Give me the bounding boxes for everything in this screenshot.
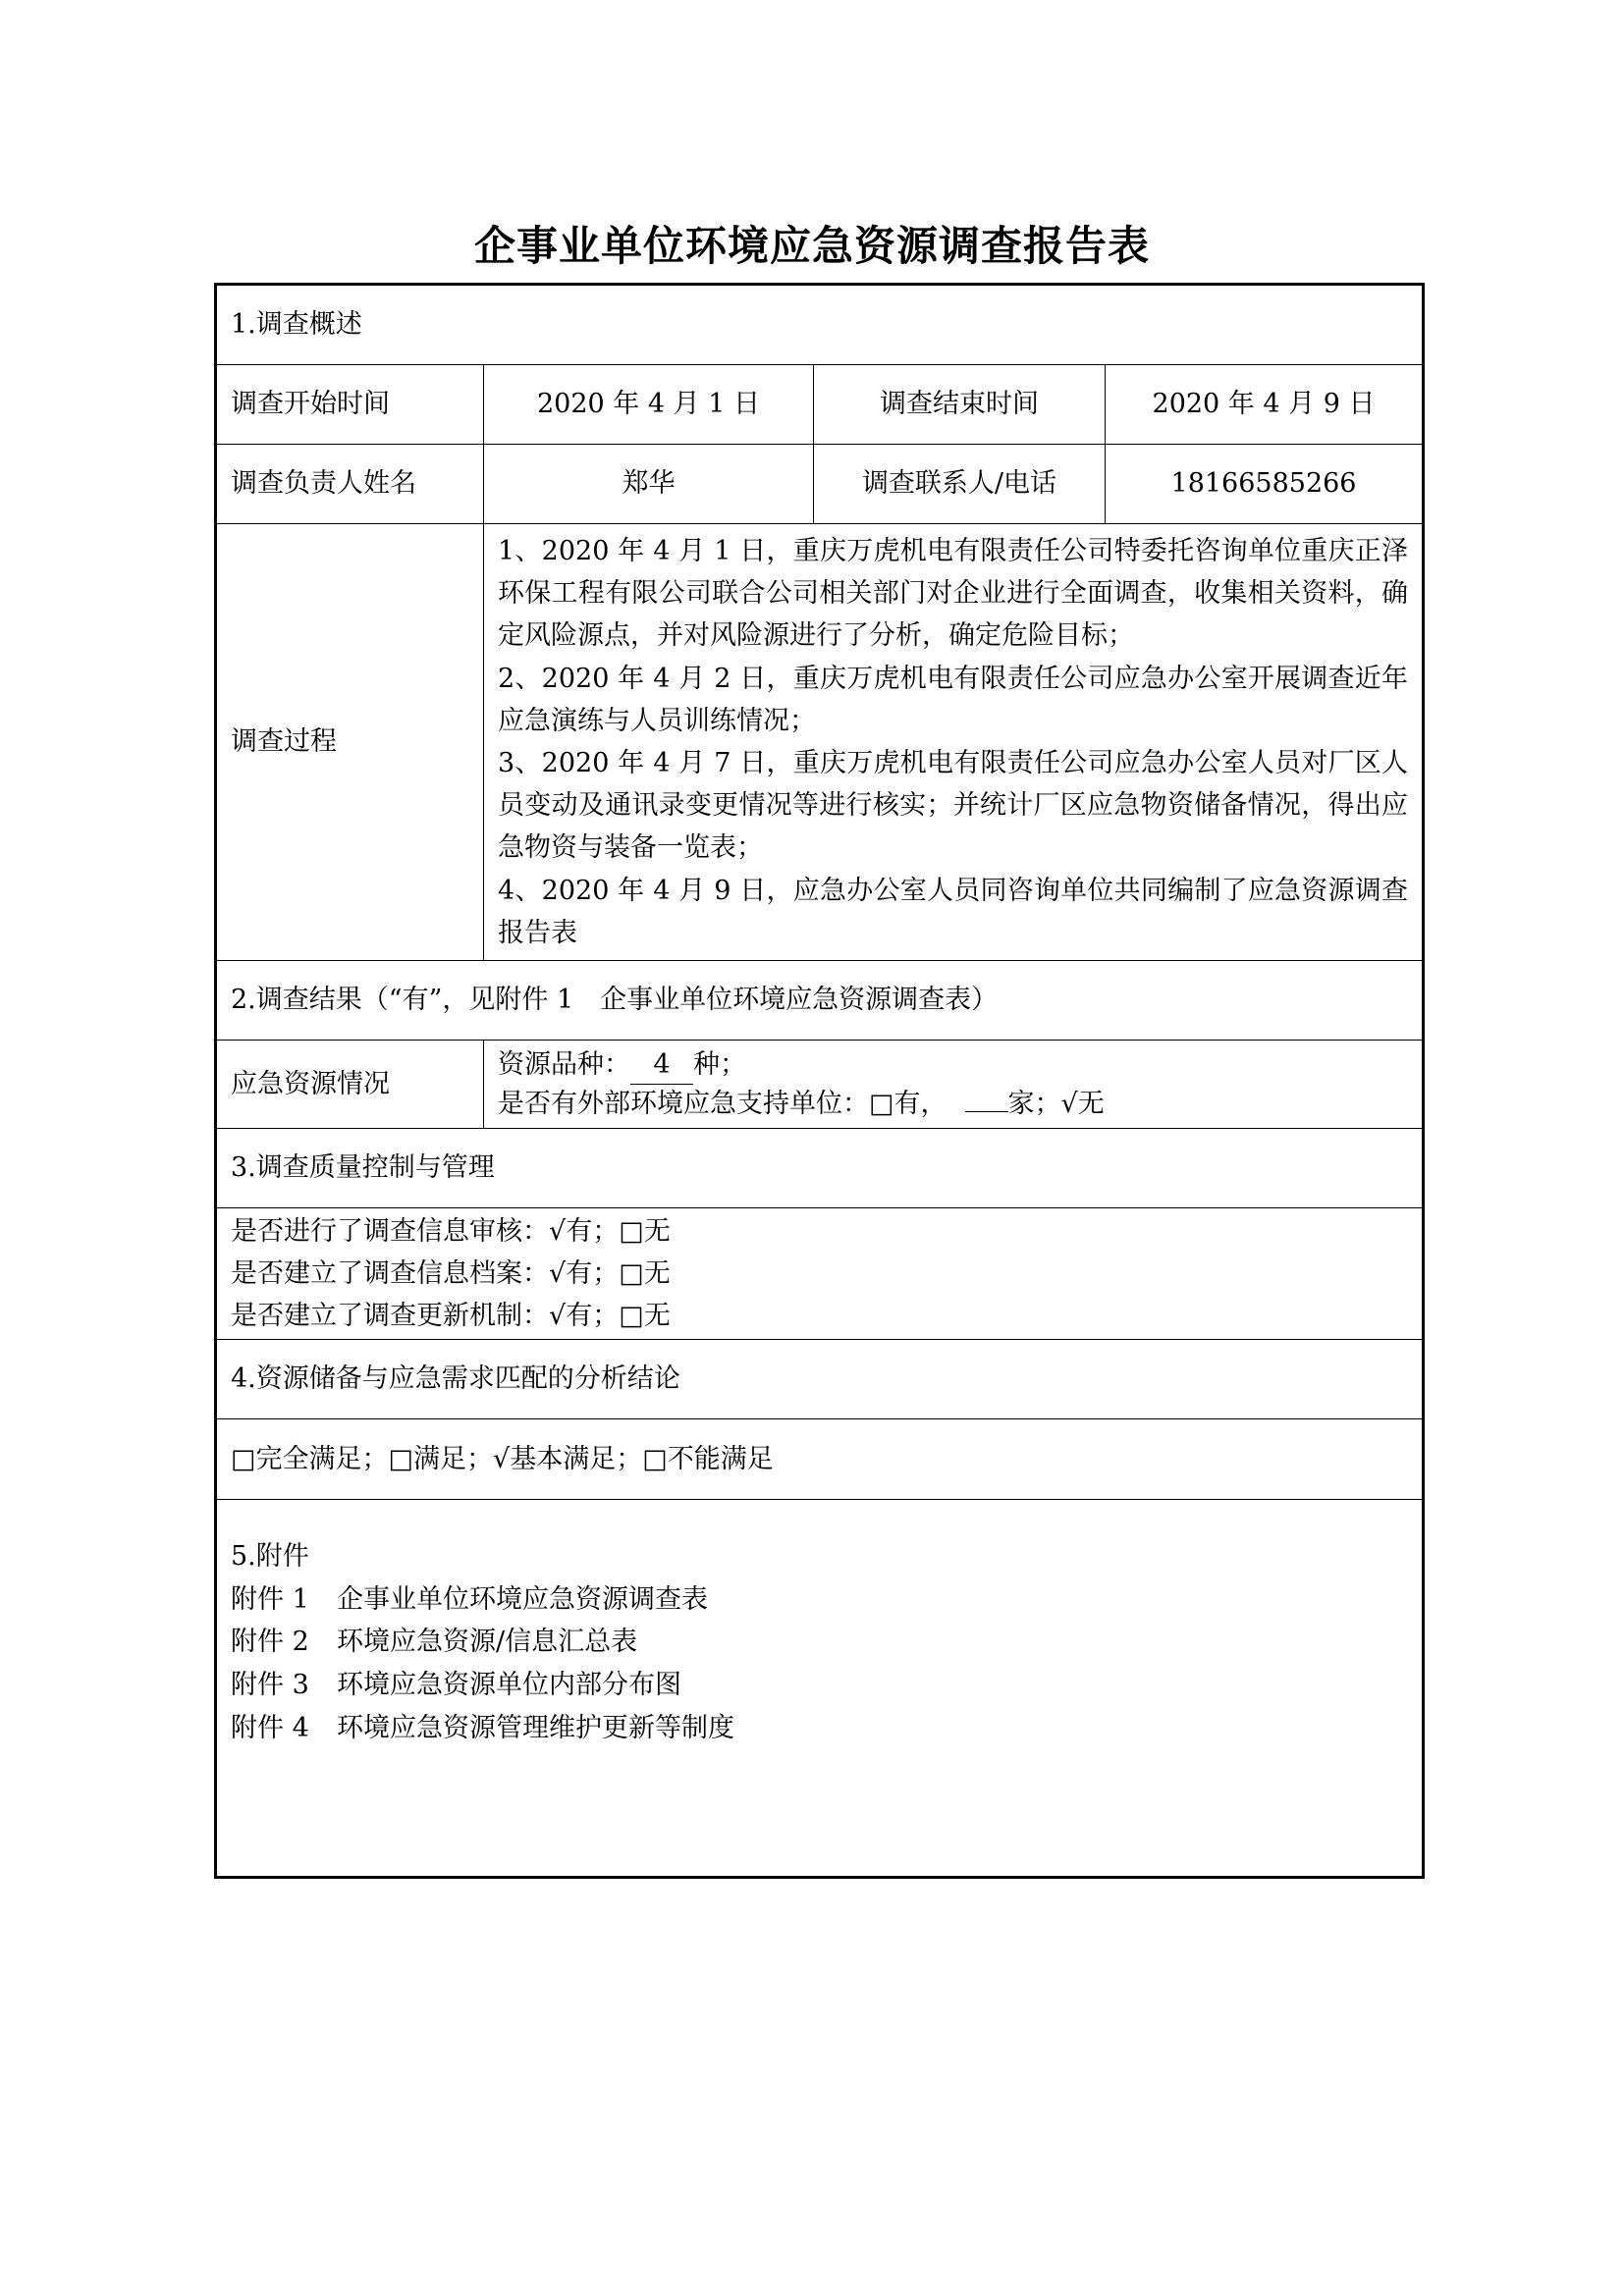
attachment-name: 环境应急资源管理维护更新等制度 [337,1712,734,1743]
section4-heading: 4.资源储备与应急需求匹配的分析结论 [216,1339,1424,1418]
end-time-label: 调查结束时间 [814,365,1106,445]
report-table [214,283,1425,1879]
leader-label: 调查负责人姓名 [216,445,484,524]
attachment-item [231,1578,1408,1622]
section3-heading: 3.调查质量控制与管理 [216,1128,1424,1207]
resource-content [484,1040,1424,1128]
attachment-number: 附件 3 [231,1670,309,1701]
process-item: 1、2020 年 4 月 1 日，重庆万虎机电有限责任公司特委托咨询单位重庆正泽环保工程有限公司联合公司相关部门对企业进行全面调查，收集相关资料，确定风险源点，并对风险源进行了分析，确定危险目标； [498,536,1409,652]
quality-control-content [216,1207,1424,1339]
process-item: 4、2020 年 4 月 9 日，应急办公室人员同咨询单位共同编制了应急资源调查报告表 [498,875,1409,948]
attachment-number: 附件 1 [231,1583,309,1615]
leader-value: 郑华 [484,445,814,524]
variety-value: 4 [630,1045,693,1085]
process-item: 3、2020 年 4 月 7 日，重庆万虎机电有限责任公司应急办公室人员对厂区人员变动及通讯录变更情况等进行核实；并统计厂区应急物资储备情况，得出应急物资与装备一览表； [498,747,1409,864]
attachment-item [231,1664,1408,1707]
attachment-name: 企事业单位环境应急资源调查表 [337,1583,708,1615]
variety-suffix: 种； [693,1048,746,1080]
process-item: 2、2020 年 4 月 2 日，重庆万虎机电有限责任公司应急办公室开展调查近年应急演练与人员训练情况； [498,663,1409,736]
contact-value: 18166585266 [1106,445,1424,524]
section5-heading: 5.附件 [231,1540,309,1572]
quality-line: 是否建立了调查信息档案：√有；□无 [231,1257,671,1289]
attachment-name: 环境应急资源/信息汇总表 [337,1627,638,1658]
page-title: 企事业单位环境应急资源调查报告表 [473,222,1150,270]
attachments-content [216,1499,1424,1877]
quality-line: 是否进行了调查信息审核：√有；□无 [231,1215,671,1247]
attachment-number: 附件 2 [231,1627,309,1658]
start-time-label: 调查开始时间 [216,365,484,445]
external-support-blank [965,1111,1008,1112]
conclusion-text: □完全满足；□满足；√基本满足；□不能满足 [216,1418,1424,1499]
process-content [484,524,1424,961]
variety-prefix: 资源品种： [498,1048,630,1080]
section2-heading: 2.调查结果（“有”，见附件 1 企事业单位环境应急资源调查表） [216,960,1424,1040]
resource-label: 应急资源情况 [216,1040,484,1128]
process-label: 调查过程 [216,524,484,961]
section1-heading: 1.调查概述 [216,285,1424,365]
external-support-text: 是否有外部环境应急支持单位：□有， [498,1088,947,1119]
contact-label: 调查联系人/电话 [814,445,1106,524]
quality-line: 是否建立了调查更新机制：√有；□无 [231,1300,671,1331]
attachment-name: 环境应急资源单位内部分布图 [337,1670,681,1701]
external-support-suffix: 家；√无 [1007,1088,1105,1119]
attachment-item [231,1707,1408,1750]
end-time-value: 2020 年 4 月 9 日 [1106,365,1424,445]
attachment-item [231,1621,1408,1664]
attachment-number: 附件 4 [231,1712,309,1743]
start-time-value: 2020 年 4 月 1 日 [484,365,814,445]
